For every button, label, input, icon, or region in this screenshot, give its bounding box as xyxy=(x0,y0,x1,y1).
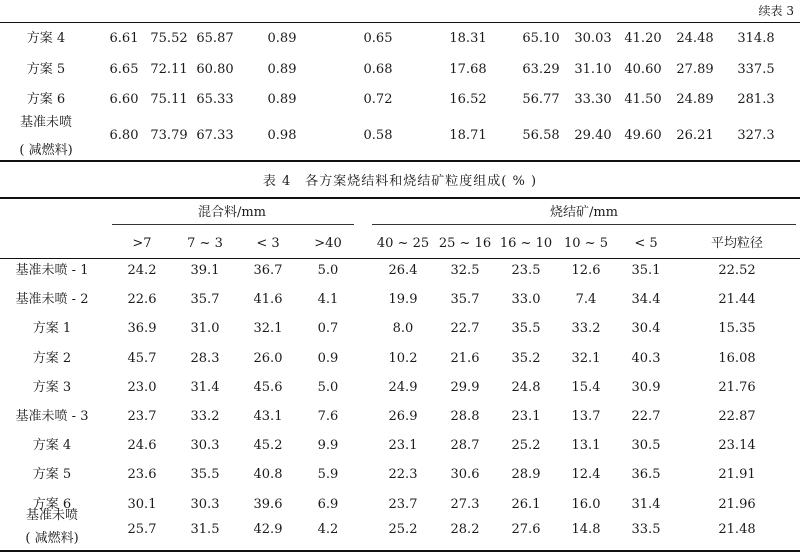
table-cell: 56.77 xyxy=(522,92,560,107)
table-cell: 31.10 xyxy=(574,62,612,77)
row-label-line1: 基准未喷 xyxy=(19,115,72,130)
table-cell: 35.1 xyxy=(631,263,661,278)
column-header: < 3 xyxy=(256,236,280,251)
table-cell: 0.98 xyxy=(267,128,297,143)
table-cell: 6.61 xyxy=(109,31,139,46)
table-cell: 4.1 xyxy=(317,292,339,307)
table-cell: 7.6 xyxy=(317,409,339,424)
table-row xyxy=(0,115,800,158)
table-cell: 30.3 xyxy=(190,438,220,453)
table-cell: 45.6 xyxy=(253,380,283,395)
column-header: >7 xyxy=(132,236,152,251)
table-row xyxy=(0,259,800,283)
table-cell: 43.1 xyxy=(253,409,283,424)
table-cell: 28.7 xyxy=(450,438,480,453)
table-cell: 75.52 xyxy=(150,31,188,46)
row-label: 方案 4 xyxy=(26,31,66,46)
row-label: 方案 3 xyxy=(32,380,72,395)
table-cell: 14.8 xyxy=(571,522,601,537)
column-header: 10 ~ 5 xyxy=(564,236,608,251)
column-header: 40 ~ 25 xyxy=(376,236,430,251)
table-cell: 33.30 xyxy=(574,92,612,107)
table-cell: 36.5 xyxy=(631,467,661,482)
row-label: 方案 5 xyxy=(26,62,66,77)
table-cell: 36.9 xyxy=(127,321,157,336)
table-cell: 0.65 xyxy=(363,31,393,46)
table3-bottom-rule xyxy=(0,160,800,162)
table-cell: 22.3 xyxy=(388,467,418,482)
table-cell: 26.0 xyxy=(253,351,283,366)
table-cell: 28.3 xyxy=(190,351,220,366)
table-cell: 56.58 xyxy=(522,128,560,143)
table-row xyxy=(0,463,800,487)
table-cell: 13.1 xyxy=(571,438,601,453)
column-header: < 5 xyxy=(634,236,658,251)
row-label: 基准未喷 - 1 xyxy=(15,263,89,278)
table-cell: 13.7 xyxy=(571,409,601,424)
column-header: 平均粒径 xyxy=(710,236,763,251)
table-cell: 5.0 xyxy=(317,380,339,395)
table-cell: 21.44 xyxy=(718,292,756,307)
table-cell: 21.48 xyxy=(718,522,756,537)
table-cell: 31.4 xyxy=(631,497,661,512)
table-cell: 22.7 xyxy=(631,409,661,424)
table-cell: 31.4 xyxy=(190,380,220,395)
table-cell: 0.89 xyxy=(267,92,297,107)
table-cell: 33.2 xyxy=(571,321,601,336)
table-row xyxy=(0,88,800,112)
table-cell: 0.9 xyxy=(317,351,339,366)
table-cell: 24.48 xyxy=(676,31,714,46)
row-label-line2: ( 减燃料) xyxy=(19,143,73,158)
table-cell: 18.71 xyxy=(449,128,487,143)
table4-bottom-rule xyxy=(0,550,800,552)
table-cell: 25.2 xyxy=(511,438,541,453)
table-cell: 23.6 xyxy=(127,467,157,482)
table-cell: 41.20 xyxy=(624,31,662,46)
table-cell: 40.8 xyxy=(253,467,283,482)
table-cell: 337.5 xyxy=(737,62,775,77)
table-cell: 24.89 xyxy=(676,92,714,107)
table-cell: 35.7 xyxy=(190,292,220,307)
table-cell: 18.31 xyxy=(449,31,487,46)
table-cell: 23.14 xyxy=(718,438,756,453)
table-cell: 15.35 xyxy=(718,321,756,336)
table-cell: 41.6 xyxy=(253,292,283,307)
table-cell: 24.6 xyxy=(127,438,157,453)
table-cell: 28.9 xyxy=(511,467,541,482)
table-cell: 327.3 xyxy=(737,128,775,143)
table-row xyxy=(0,347,800,371)
table4-top-rule xyxy=(0,197,800,199)
table-cell: 6.65 xyxy=(109,62,139,77)
table-cell: 24.8 xyxy=(511,380,541,395)
table-cell: 35.5 xyxy=(190,467,220,482)
table-cell: 49.60 xyxy=(624,128,662,143)
table-cell: 30.5 xyxy=(631,438,661,453)
table-cell: 0.7 xyxy=(317,321,339,336)
table-cell: 23.1 xyxy=(388,438,418,453)
table-cell: 29.40 xyxy=(574,128,612,143)
table-cell: 21.6 xyxy=(450,351,480,366)
group-underline-sinter xyxy=(372,224,796,225)
row-label: 方案 1 xyxy=(32,321,72,336)
table-cell: 0.58 xyxy=(363,128,393,143)
table-cell: 28.2 xyxy=(450,522,480,537)
table-cell: 12.6 xyxy=(571,263,601,278)
table-cell: 30.6 xyxy=(450,467,480,482)
table-cell: 0.72 xyxy=(363,92,393,107)
table-cell: 36.7 xyxy=(253,263,283,278)
table-cell: 35.7 xyxy=(450,292,480,307)
row-label: 方案 2 xyxy=(32,351,72,366)
table-cell: 10.2 xyxy=(388,351,418,366)
row-label: 方案 4 xyxy=(32,438,72,453)
table-cell: 15.4 xyxy=(571,380,601,395)
table-cell: 21.96 xyxy=(718,497,756,512)
continued-label: 续表 3 xyxy=(758,4,794,18)
table-cell: 21.91 xyxy=(718,467,756,482)
row-label: 基准未喷 - 2 xyxy=(15,292,89,307)
table-cell: 6.60 xyxy=(109,92,139,107)
table-cell: 42.9 xyxy=(253,522,283,537)
group-header-sinter: 烧结矿/mm xyxy=(549,205,619,220)
table-row xyxy=(0,27,800,51)
table-cell: 23.1 xyxy=(511,409,541,424)
table-cell: 8.0 xyxy=(392,321,414,336)
table-cell: 16.08 xyxy=(718,351,756,366)
table-cell: 26.9 xyxy=(388,409,418,424)
table-cell: 35.5 xyxy=(511,321,541,336)
table-cell: 30.3 xyxy=(190,497,220,512)
table-cell: 4.2 xyxy=(317,522,339,537)
table-cell: 45.2 xyxy=(253,438,283,453)
table-cell: 22.52 xyxy=(718,263,756,278)
table-cell: 28.8 xyxy=(450,409,480,424)
table-cell: 30.1 xyxy=(127,497,157,512)
table-cell: 75.11 xyxy=(150,92,188,107)
column-header: 7 ~ 3 xyxy=(187,236,223,251)
table-cell: 30.9 xyxy=(631,380,661,395)
table-cell: 6.9 xyxy=(317,497,339,512)
table-row xyxy=(0,317,800,341)
table-cell: 23.7 xyxy=(388,497,418,512)
table-cell: 22.87 xyxy=(718,409,756,424)
row-label: 方案 6 xyxy=(26,92,66,107)
table3-top-rule xyxy=(0,22,800,23)
table-cell: 40.60 xyxy=(624,62,662,77)
table-cell: 23.7 xyxy=(127,409,157,424)
group-underline-mix xyxy=(112,224,354,225)
column-header: >40 xyxy=(314,236,342,251)
table-cell: 33.5 xyxy=(631,522,661,537)
table-cell: 65.87 xyxy=(196,31,234,46)
table4-caption: 表 4 各方案烧结料和烧结矿粒度组成( % ) xyxy=(262,174,538,189)
table-cell: 27.3 xyxy=(450,497,480,512)
table-cell: 29.9 xyxy=(450,380,480,395)
table-cell: 63.29 xyxy=(522,62,560,77)
row-label-line1: 基准未喷 xyxy=(25,508,78,523)
table-cell: 32.1 xyxy=(571,351,601,366)
table-cell: 16.0 xyxy=(571,497,601,512)
table-cell: 33.0 xyxy=(511,292,541,307)
row-label: 基准未喷 - 3 xyxy=(15,409,89,424)
table-cell: 24.2 xyxy=(127,263,157,278)
table-cell: 33.2 xyxy=(190,409,220,424)
table-cell: 16.52 xyxy=(449,92,487,107)
table-cell: 9.9 xyxy=(317,438,339,453)
row-label: 方案 6 xyxy=(32,497,72,512)
row-label-line2: ( 减燃料) xyxy=(25,531,79,546)
table-cell: 27.6 xyxy=(511,522,541,537)
table-cell: 314.8 xyxy=(737,31,775,46)
table-cell: 40.3 xyxy=(631,351,661,366)
table-cell: 26.4 xyxy=(388,263,418,278)
table-cell: 73.79 xyxy=(150,128,188,143)
table-cell: 26.1 xyxy=(511,497,541,512)
table-cell: 0.68 xyxy=(363,62,393,77)
table-cell: 45.7 xyxy=(127,351,157,366)
table-cell: 7.4 xyxy=(575,292,597,307)
table-row xyxy=(0,288,800,312)
table-row xyxy=(0,58,800,82)
table-cell: 34.4 xyxy=(631,292,661,307)
table-cell: 31.5 xyxy=(190,522,220,537)
table-row xyxy=(0,434,800,458)
table-cell: 67.33 xyxy=(196,128,234,143)
table-cell: 0.89 xyxy=(267,31,297,46)
table-cell: 12.4 xyxy=(571,467,601,482)
table-cell: 19.9 xyxy=(388,292,418,307)
column-header: 16 ~ 10 xyxy=(499,236,553,251)
table-row xyxy=(0,376,800,400)
table-cell: 22.7 xyxy=(450,321,480,336)
table-cell: 5.9 xyxy=(317,467,339,482)
table-cell: 5.0 xyxy=(317,263,339,278)
table-cell: 22.6 xyxy=(127,292,157,307)
table-cell: 65.33 xyxy=(196,92,234,107)
table-cell: 32.5 xyxy=(450,263,480,278)
table-cell: 24.9 xyxy=(388,380,418,395)
table-cell: 65.10 xyxy=(522,31,560,46)
table-cell: 41.50 xyxy=(624,92,662,107)
table-cell: 25.2 xyxy=(388,522,418,537)
table-cell: 32.1 xyxy=(253,321,283,336)
table-cell: 31.0 xyxy=(190,321,220,336)
group-header-mix: 混合料/mm xyxy=(197,205,267,220)
row-label: 方案 5 xyxy=(32,467,72,482)
table-row xyxy=(0,493,800,517)
table-cell: 72.11 xyxy=(150,62,188,77)
table-cell: 25.7 xyxy=(127,522,157,537)
table-cell: 23.5 xyxy=(511,263,541,278)
table-cell: 281.3 xyxy=(737,92,775,107)
table-cell: 17.68 xyxy=(449,62,487,77)
table-cell: 39.6 xyxy=(253,497,283,512)
table-cell: 6.80 xyxy=(109,128,139,143)
table-cell: 21.76 xyxy=(718,380,756,395)
table-cell: 30.03 xyxy=(574,31,612,46)
table-cell: 39.1 xyxy=(190,263,220,278)
table-row xyxy=(0,508,800,546)
table-cell: 30.4 xyxy=(631,321,661,336)
table-cell: 23.0 xyxy=(127,380,157,395)
column-header: 25 ~ 16 xyxy=(438,236,492,251)
table-cell: 60.80 xyxy=(196,62,234,77)
table-cell: 35.2 xyxy=(511,351,541,366)
table-cell: 26.21 xyxy=(676,128,714,143)
table-row xyxy=(0,405,800,429)
table-cell: 0.89 xyxy=(267,62,297,77)
table-cell: 27.89 xyxy=(676,62,714,77)
